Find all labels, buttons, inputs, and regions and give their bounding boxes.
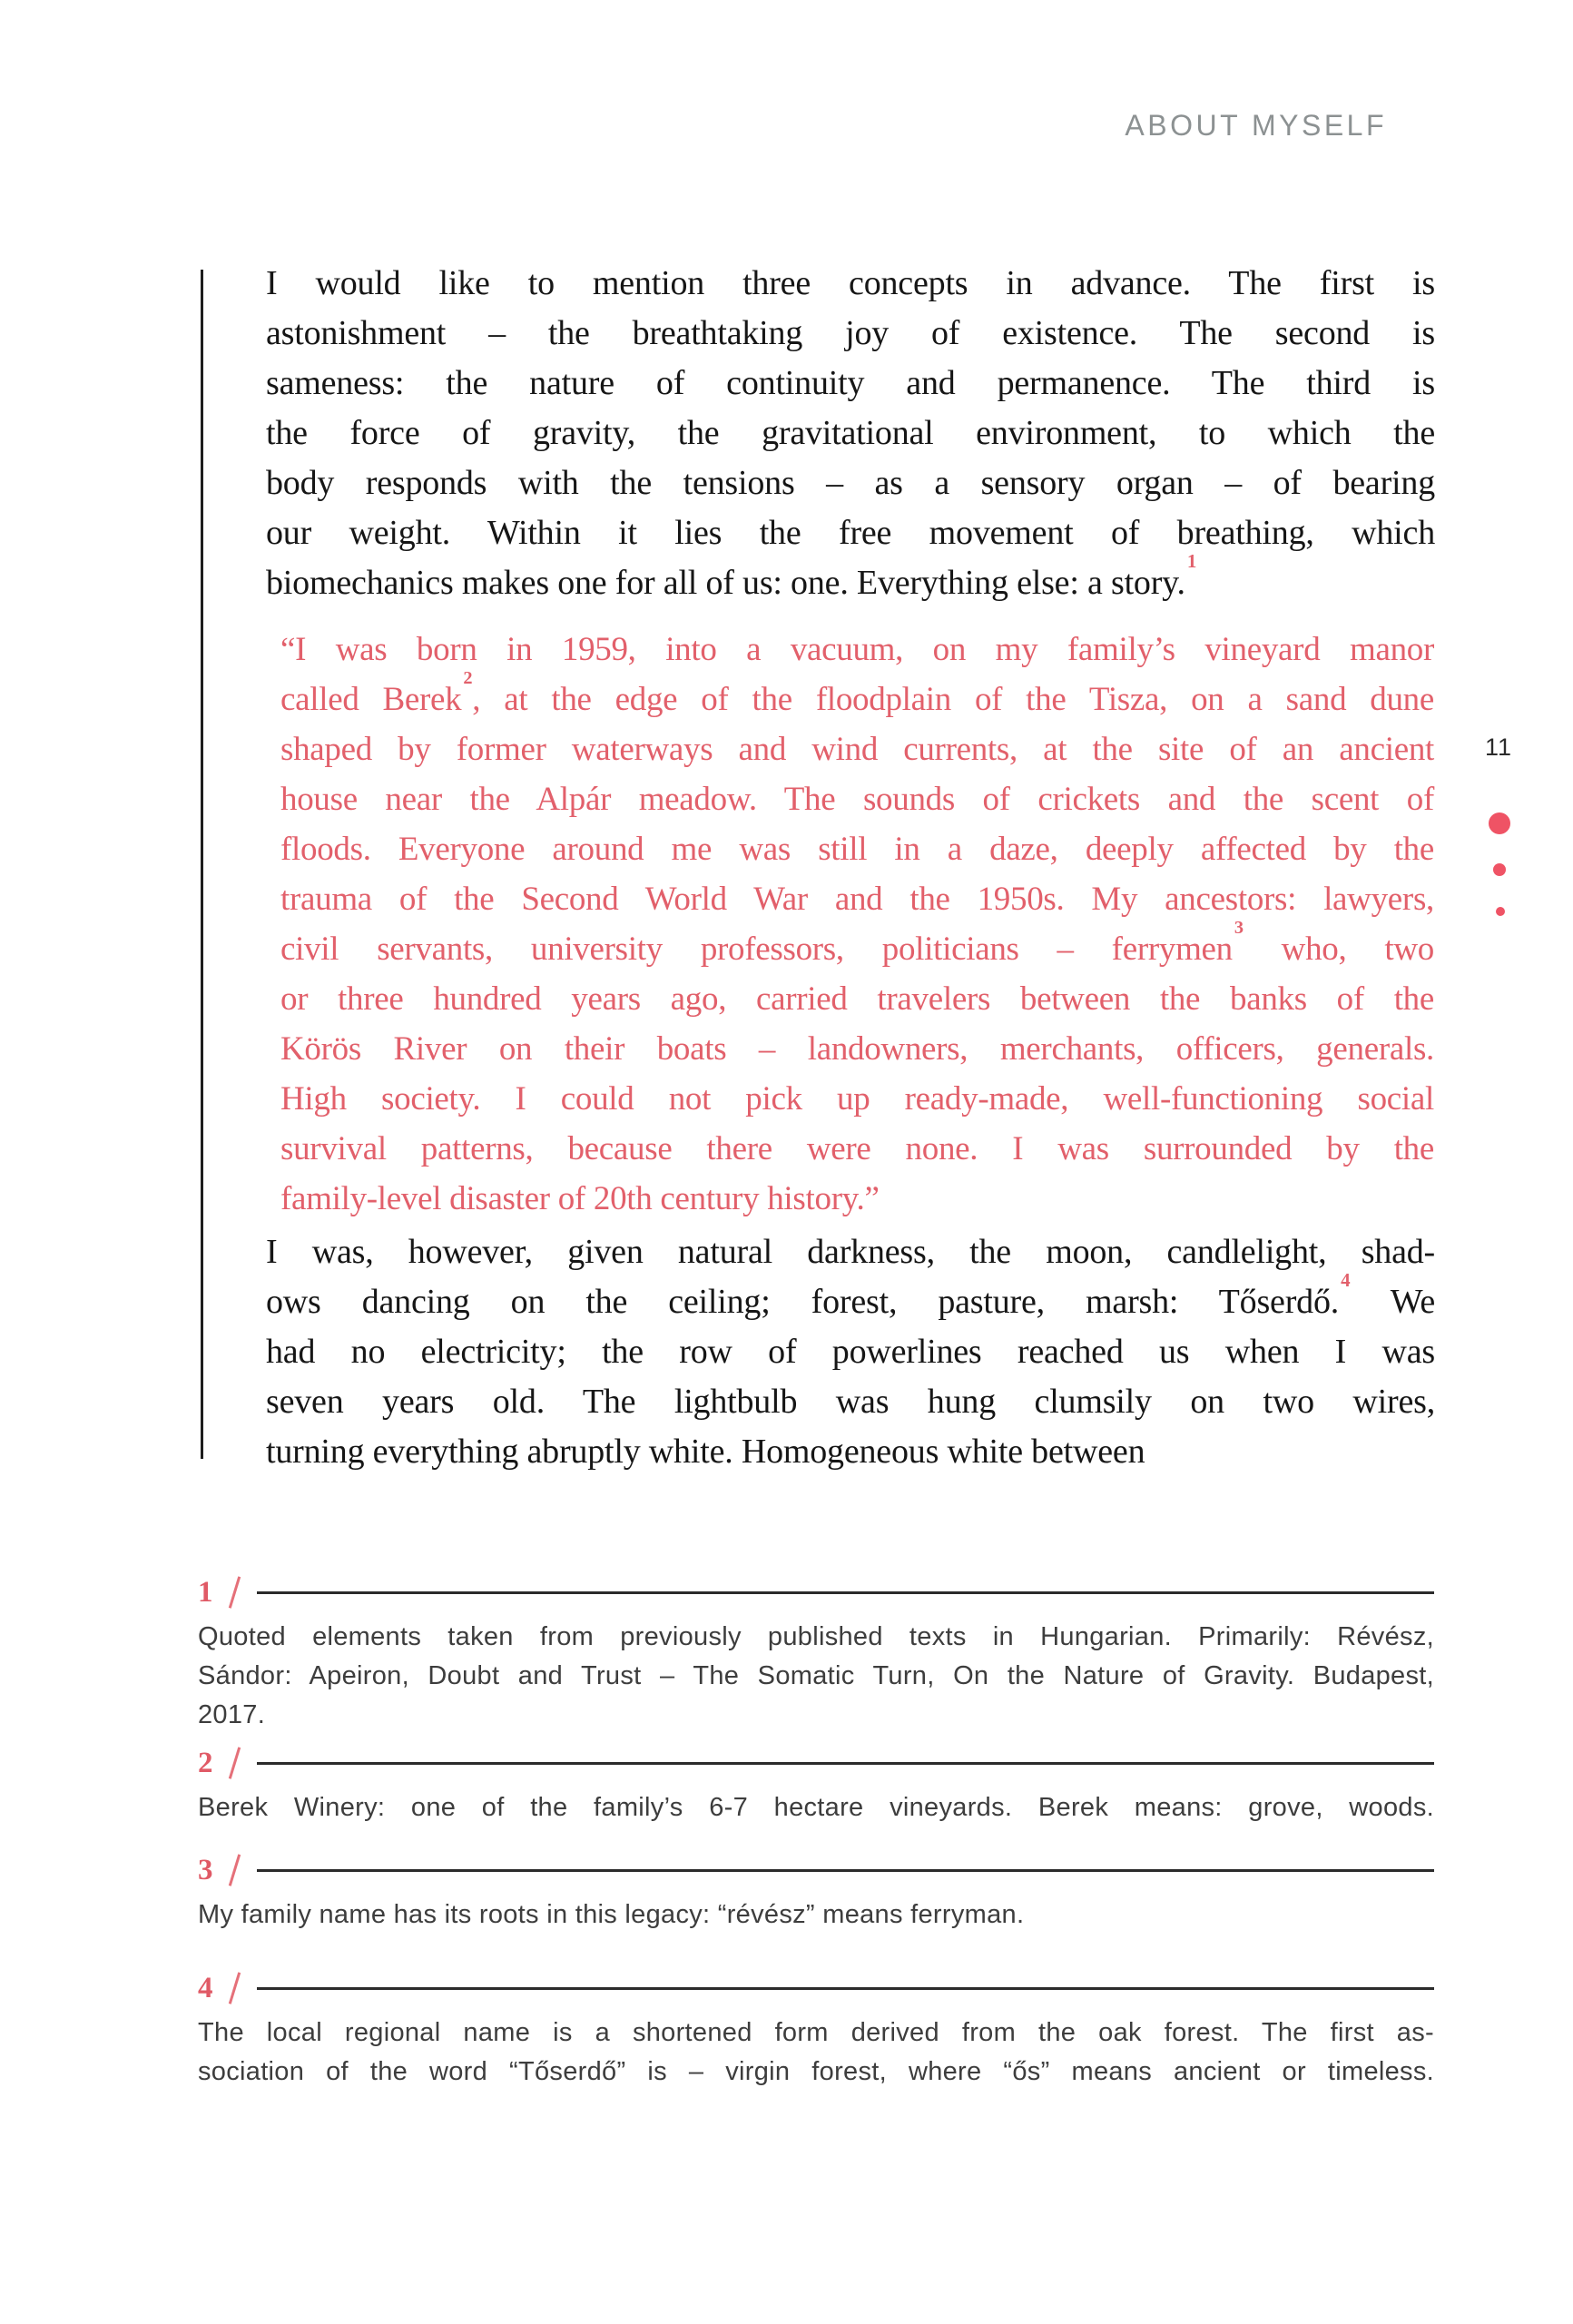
footnote-text: Quoted elements taken from previously published texts in Hungarian. Primarily: Révész, Sándor: Apeiron, Doubt and Trust – The Somatic Turn, On the Nature of Gravity. Budapest, 2017. — [198, 1622, 1434, 1729]
footnote-reference: 3 — [1234, 918, 1244, 939]
footnote-marker — [198, 1576, 1434, 1609]
footnote-marker — [198, 1854, 1434, 1886]
footnote-text: The local regional name is a shortened form derived from the oak forest. The first as- sociation of the word “Tőserdő” is – virgin forest, where “ős” means ancient or timeless. — [198, 2018, 1434, 2086]
slash-divider-icon — [228, 1854, 240, 1886]
intro-paragraph: I would like to mention three concepts in advance. The first is astonishment – the breathtaking joy of existence. The second is sameness: the nature of continuity and permanence. The third is the force of gravity, the gravitational environment, to which the body responds with the tensions – as a sensory organ – of bearing our weight. Within it lies the free movement of breathing, which biomechanics makes one for all of us: one. Everything else: a story.$^1$ — [266, 264, 1435, 602]
footnote-reference: 2 — [463, 668, 473, 689]
slash-divider-icon — [228, 1747, 240, 1778]
footnote-number: 2 — [198, 1746, 213, 1779]
footnote-number: 1 — [198, 1575, 213, 1609]
footnote-2 — [198, 1747, 1434, 1827]
slash-divider-icon — [228, 1972, 240, 2004]
footnote-marker — [198, 1747, 1434, 1779]
decorative-dot-large — [1489, 812, 1510, 834]
footnote-text: Berek Winery: one of the family’s 6-7 hectare vineyards. Berek means: grove, woods. — [198, 1793, 1434, 1822]
footnote-number: 3 — [198, 1853, 213, 1886]
quote-paragraph: “I was born in 1959, into a vacuum, on my family’s vineyard manor called Berek$^2$, at the edge of the floodplain of the Tisza, on a sand dune shaped by former waterways and wind currents, at the site of an ancient house near the Alpár meadow. The sounds of crickets and the scent of floods. Everyone around me was still in a daze, deeply affected by the trauma of the Second World War and the 1950s. My ancestors: lawyers, civil servants, university professors, politicians – ferrymen$^3$ who, two or three hundred years ago, carried travelers between the banks of the Körös River on their boats – landowners, merchants, officers, generals. High society. I could not pick up ready-made, well-functioning social survival patterns, because there were none. I was surrounded by the family-level disaster of 20th century history.” — [280, 631, 1434, 1217]
footnote-rule — [257, 1762, 1434, 1765]
margin-rule — [201, 270, 203, 1459]
decorative-dot-medium — [1493, 863, 1506, 876]
footnote-number: 4 — [198, 1971, 213, 2004]
footnote-1 — [198, 1576, 1434, 1735]
slash-divider-icon — [228, 1576, 240, 1608]
footnote-reference: 1 — [1186, 549, 1197, 572]
running-header: ABOUT MYSELF — [1125, 109, 1387, 142]
footnote-rule — [257, 1869, 1434, 1872]
footnote-4 — [198, 1972, 1434, 2092]
footnote-marker — [198, 1972, 1434, 2004]
decorative-dot-small — [1496, 907, 1505, 916]
page-number: 11 — [1485, 734, 1513, 761]
footnote-rule — [257, 1987, 1434, 1990]
footnote-text: My family name has its roots in this legacy: “révész” means ferryman. — [198, 1900, 1025, 1929]
footnote-reference: 4 — [1341, 1268, 1351, 1291]
footnote-rule — [257, 1591, 1434, 1594]
narrative-paragraph: I was, however, given natural darkness, the moon, candlelight, shad- ows dancing on the ceiling; forest, pasture, marsh: Tőserdő.$^4$ We had no electricity; the row of powerlines reached us when I was seven years old. The lightbulb was hung clumsily on two wires, turning everything abruptly white. Homogeneous white between — [266, 1233, 1436, 1471]
footnote-3 — [198, 1854, 1434, 1935]
